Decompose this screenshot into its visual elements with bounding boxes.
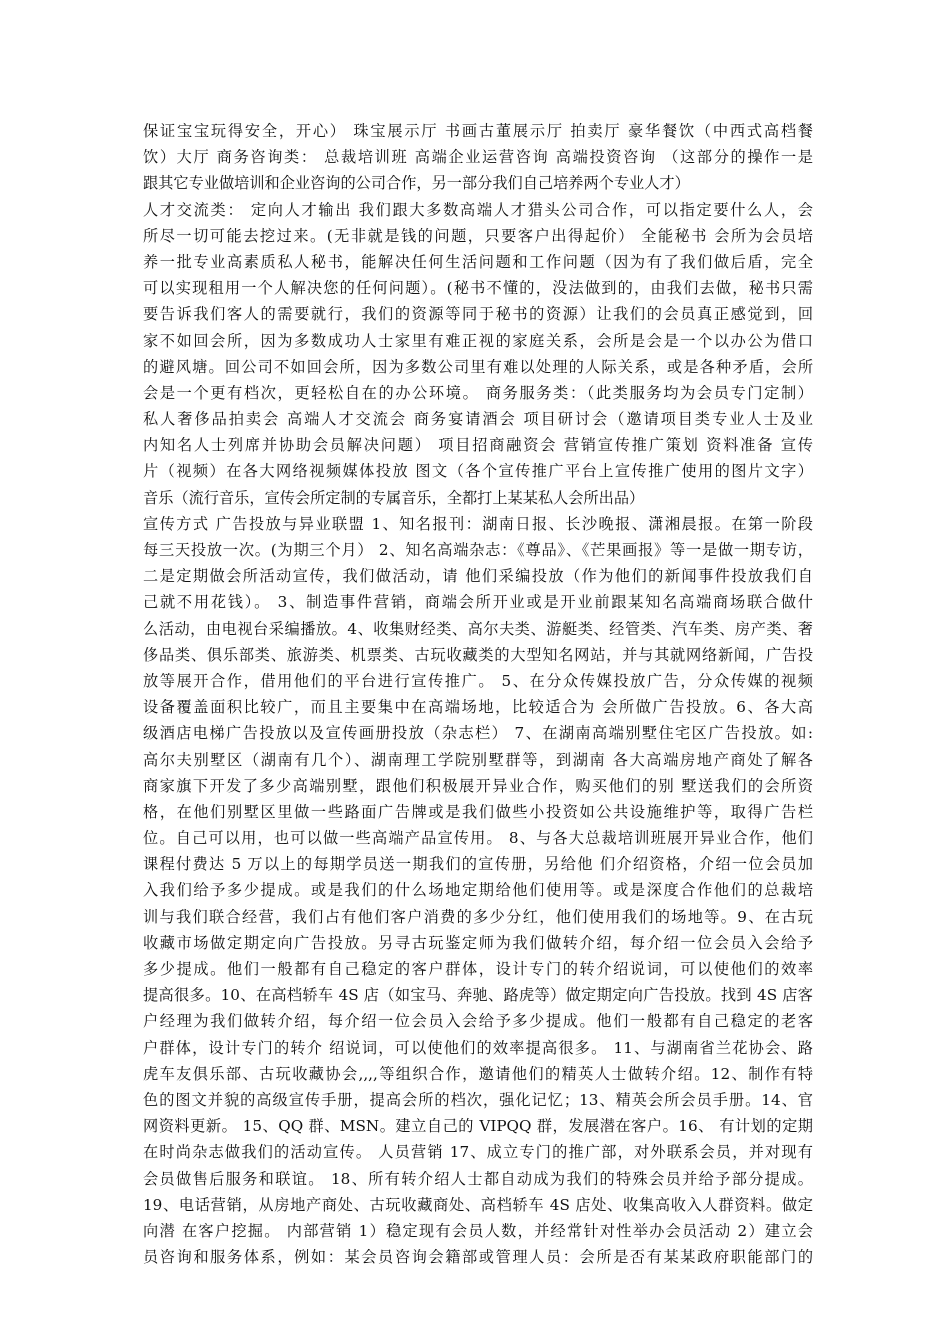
text-line: 音乐（流行音乐，宣传会所定制的专属音乐，全都打上某某私人会所出品） [143, 488, 645, 507]
text-line: 跟其它专业做培训和企业咨询的公司合作，另一部分我们自己培养两个专业人才） [143, 174, 690, 193]
text-line: 员咨询和服务体系，例如：某会员咨询会籍部或管理人员：会所是否有某某政府职能部门的 [143, 1248, 813, 1267]
text-line: 要告诉我们客人的需要就行，我们的资源等同于秘书的资源）让我们的会员真正感觉到，回 [143, 305, 813, 324]
text-line: 户群体，设计专门的转介 绍说词，可以使他们的效率提高很多。 11、与湖南省兰花协会、路 [143, 1038, 813, 1057]
text-line: 收藏市场做定期定向广告投放。另寻古玩鉴定师为我们做转介绍，每介绍一位会员入会给予 [143, 933, 813, 952]
text-line: 每三天投放一次。(为期三个月） 2、知名高端杂志：《尊品》、《芒果画报》等一是做一期专访， [143, 541, 813, 559]
text-line: 放等展开合作，借用他们的平台进行宣传推广。 5、在分众传媒投放广告，分众传媒的视频 [143, 671, 813, 690]
text-line: 私人奢侈品拍卖会 高端人才交流会 商务宴请酒会 项目研讨会（邀请项目类专业人士及业 [143, 410, 813, 429]
text-line: 会是一个更有档次，更轻松自在的办公环境。 商务服务类：（此类服务均为会员专门定制） [143, 383, 813, 402]
text-line: 二是定期做会所活动宣传，我们做活动，请 他们采编投放（作为他们的新闻事件投放我们自 [143, 567, 813, 586]
document-body [143, 118, 813, 1270]
text-line: 设备覆盖面积比较广，而且主要集中在高端场地，比较适合为 会所做广告投放。6、各大高 [143, 698, 813, 717]
text-line: 虎车友俱乐部、古玩收藏协会,,,,等组织合作，邀请他们的精英人士做转介绍。12、制作有特 [143, 1064, 813, 1083]
text-line: 的避风塘。回公司不如回会所，因为多数公司里有难以处理的人际关系，或是各种矛盾，会所 [143, 357, 813, 376]
text-line: 宣传方式 广告投放与异业联盟 1、知名报刊：湖南日报、长沙晚报、潇湘晨报。在第一阶段 [143, 514, 813, 533]
text-line: 可以实现租用一个人解决您的任何问题）。(秘书不懂的，没法做到的，由我们去做，秘书只需 [143, 279, 813, 298]
text-line: 高尔夫别墅区（湖南有几个）、湖南理工学院别墅群等，到湖南 各大高端房地产商处了解各 [143, 750, 813, 769]
text-line: 多少提成。他们一般都有自己稳定的客户群体，设计专门的转介绍说词，可以使他们的效率 [143, 960, 813, 978]
text-line: 饮）大厅 商务咨询类： 总裁培训班 高端企业运营咨询 高端投资咨询 （这部分的操作一是 [143, 148, 813, 167]
text-line: 网资料更新。 15、QQ 群、MSN。建立自己的 VIPQQ 群，发展潜在客户。16、 有计划的定期 [143, 1117, 813, 1136]
text-line: 户经理为我们做转介绍，每介绍一位会员入会给予多少提成。他们一般都有自己稳定的老客 [143, 1012, 813, 1031]
text-line: 训与我们联合经营，我们占有他们客户消费的多少分红，他们使用我们的场地等。9、在古玩 [143, 907, 813, 926]
text-line: 级酒店电梯广告投放以及宣传画册投放（杂志栏） 7、在湖南高端别墅住宅区广告投放。如: [143, 724, 813, 743]
text-line: 格，在他们别墅区里做一些路面广告牌或是我们做些小投资如公共设施维护等，取得广告栏 [143, 802, 813, 821]
text-line: 色的图文并貌的高级宣传手册，提高会所的档次，强化记忆；13、精英会所会员手册。14、官 [143, 1090, 813, 1109]
text-line: 向潜 在客户挖掘。 内部营销 1）稳定现有会员人数，并经常针对性举办会员活动 2）建立会 [143, 1221, 813, 1240]
text-line: 内知名人士列席并协助会员解决问题） 项目招商融资会 营销宣传推广策划 资料准备 宣传 [143, 436, 813, 455]
text-line: 保证宝宝玩得安全，开心） 珠宝展示厅 书画古董展示厅 拍卖厅 豪华餐饮（中西式高档餐 [143, 122, 813, 140]
text-line: 人才交流类： 定向人才输出 我们跟大多数高端人才猎头公司合作，可以指定要什么人，会 [143, 200, 813, 219]
text-line: 入我们给予多少提成。或是我们的什么场地定期给他们使用等。或是深度合作他们的总裁培 [143, 881, 813, 900]
text-line: 19、电话营销，从房地产商处、古玩收藏商处、高档轿车 4S 店处、收集高收入人群资料。做定 [143, 1195, 813, 1214]
text-line: 家不如回会所，因为多数成功人士家里有难正视的家庭关系，会所是会是一个以办公为借口 [143, 331, 813, 350]
text-line: 己就不用花钱）。 3、制造事件营销，商端会所开业或是开业前跟某知名高端商场联合做什 [143, 593, 813, 612]
text-line: 商家旗下开发了多少高端别墅，跟他们积极展开异业合作，购买他们的别 墅送我们的会所资 [143, 776, 813, 795]
text-line: 会员做售后服务和联谊。 18、所有转介绍人士都自动成为我们的特殊会员并给予部分提成。 [143, 1169, 813, 1188]
text-line: 课程付费达 5 万以上的每期学员送一期我们的宣传册，另给他 们介绍资格，介绍一位会员加 [143, 855, 813, 874]
text-line: 片（视频）在各大网络视频媒体投放 图文（各个宣传推广平台上宣传推广使用的图片文字） [143, 462, 813, 481]
text-line: 养一批专业高素质私人秘书，能解决任何生活问题和工作问题（因为有了我们做后盾，完全 [143, 252, 813, 271]
text-line: 所尽一切可能去挖过来。(无非就是钱的问题，只要客户出得起价） 全能秘书 会所为会员培 [143, 226, 813, 245]
text-line: 位。自己可以用，也可以做一些高端产品宣传用。 8、与各大总裁培训班展开异业合作，他们 [143, 829, 813, 848]
text-line: 在时尚杂志做我们的活动宣传。 人员营销 17、成立专门的推广部，对外联系会员，并对现有 [143, 1143, 813, 1162]
text-line: 提高很多。10、在高档轿车 4S 店（如宝马、奔驰、路虎等）做定期定向广告投放。找到 4S 店客 [143, 986, 813, 1005]
text-line: 侈品类、俱乐部类、旅游类、机票类、古玩收藏类的大型知名网站，并与其就网络新闻，广告投 [143, 645, 813, 664]
text-line: 么活动，由电视台采编播放。4、收集财经类、高尔夫类、游艇类、经管类、汽车类、房产类、奢 [143, 619, 813, 638]
